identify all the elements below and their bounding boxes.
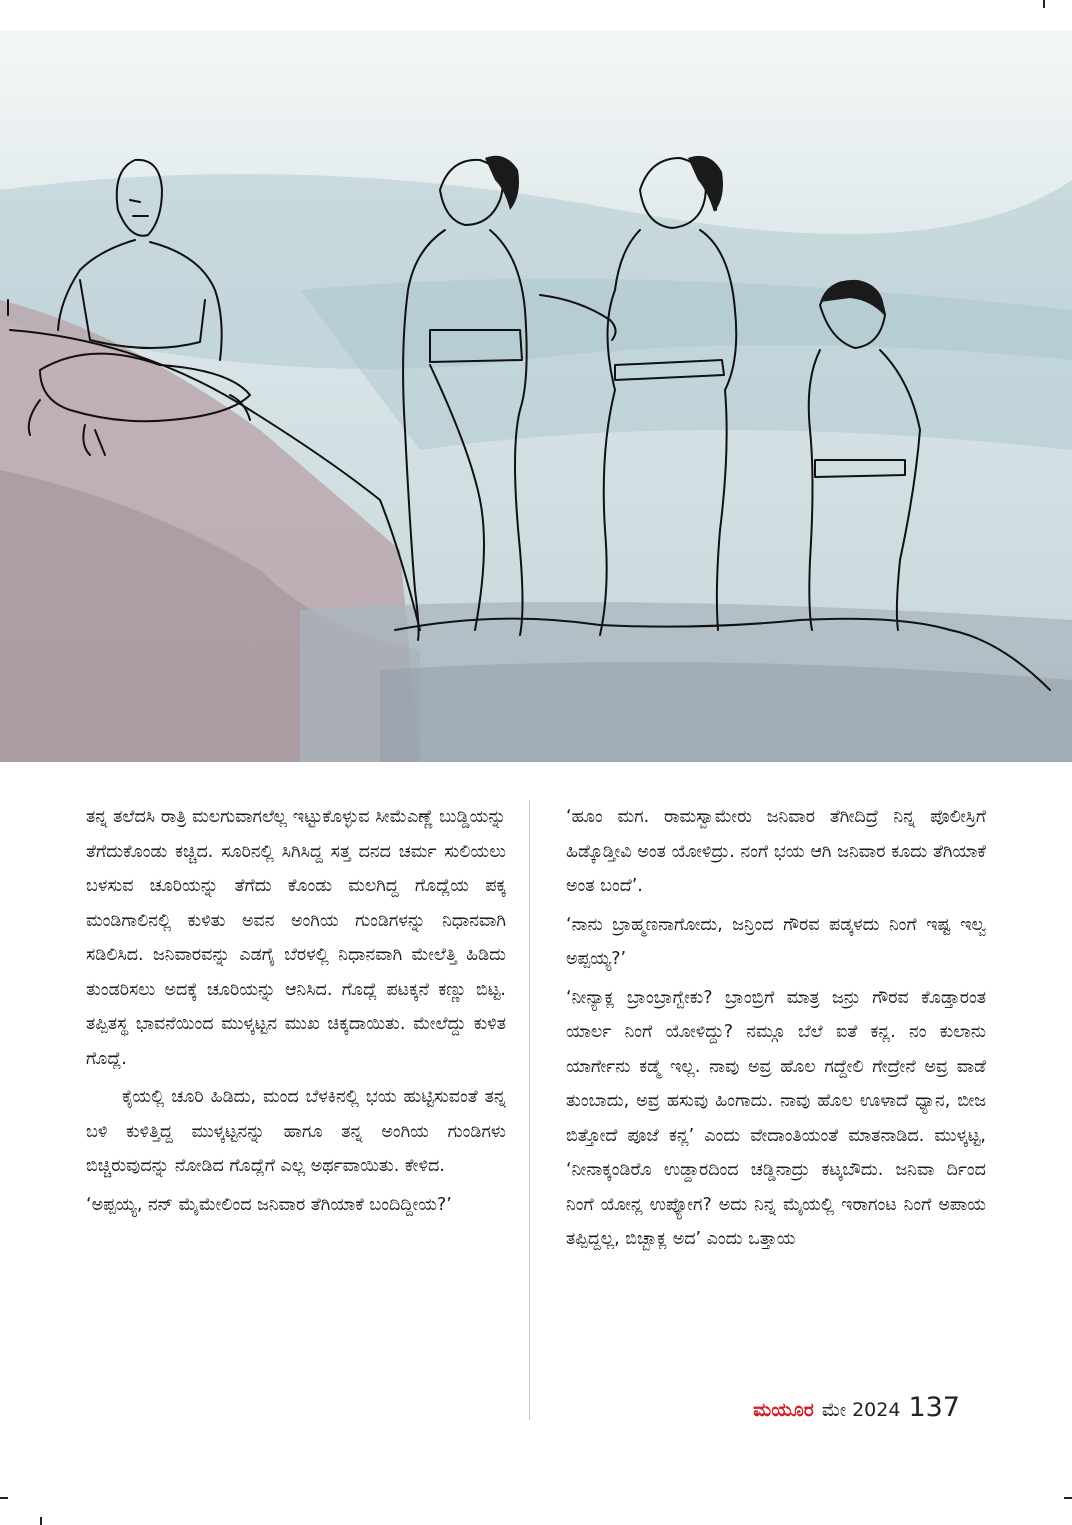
right-text-column	[566, 800, 986, 1261]
blue-wash-band-2	[300, 279, 1072, 450]
paragraph: ‘ನೀನ್ಯಾಕ್ಲ ಬ್ರಾಂಬ್ರಾಗ್ಬೇಕು? ಬ್ರಾಂಬ್ರಿಗೆ ಮಾತ್ರ ಜನ್ರು ಗೌರವ ಕೊಡ್ತಾರಂತ ಯಾರ್ಲ ನಿಂಗೆ ಯೋಳಿದ್ದು? ನಮ್ಗೂ ಬೆಲೆ ಐತೆ ಕನ್ಲ. ನಂ ಕುಲಾನು ಯಾರ್ಗೇನು ಕಡ್ಮೆ ಇಲ್ಲ. ನಾವು ಅವ್ರ ಹೊಲ ಗದ್ದೇಲಿ ಗೇದ್ರೇನೆ ಅವ್ರ ವಾಡೆ ತುಂಬಾದು, ಅವ್ರ ಹಸುವು ಹಿಂಗಾದು. ನಾವು ಹೊಲ ಊಳಾದೆ ಧ್ಯಾನ, ಬೀಜ ಬಿತ್ತೋದೆ ಪೂಜೆ ಕನ್ಲ’ ಎಂದು ವೇದಾಂತಿಯಂತೆ ಮಾತನಾಡಿದ. ಮುಳ್ಕಟ್ಟ, ‘ನೀನಾಕ್ಕಂಡಿರೊ ಉಡ್ದಾರದಿಂದ ಚಡ್ಡಿನಾದ್ರು ಕಟ್ಕಬೌದು. ಜನಿವಾ ರ್ದಿಂದ ನಿಂಗೆ ಯೋನ್ಲ ಉಪ್ಯೋಗ? ಅದು ನಿನ್ನ ಮೈಯಲ್ಲಿ ಇರಾಗಂಟ ನಿಂಗೆ ಅಪಾಯ ತಪ್ಪಿದ್ದಲ್ಲ, ಬಿಚ್ಬಾಕ್ಲ ಅದ’ ಎಂದು ಒತ್ತಾಯ	[566, 987, 986, 1249]
paragraph: ಕೈಯಲ್ಲಿ ಚೂರಿ ಹಿಡಿದು, ಮಂದ ಬೆಳಕಿನಲ್ಲಿ ಭಯ ಹುಟ್ಟಿಸುವಂತೆ ತನ್ನ ಬಳಿ ಕುಳಿತ್ತಿದ್ದ ಮುಳ್ಕಟ್ಟನನ್ನು ಹಾಗೂ ತನ್ನ ಅಂಗಿಯ ಗುಂಡಿಗಳು ಬಿಚ್ಚಿರುವುದನ್ನು ನೋಡಿದ ಗೊದ್ಲೆಗೆ ಎಲ್ಲ ಅರ್ಥವಾಯಿತು. ಕೇಳಿದ.	[86, 1087, 506, 1176]
page-number: 137	[908, 1392, 960, 1423]
paragraph: ‘ನಾನು ಬ್ರಾಹ್ಮಣನಾಗೋದು, ಜನ್ರಿಂದ ಗೌರವ ಪಡ್ಕಳದು ನಿಂಗೆ ಇಷ್ಟ ಇಲ್ವ ಅಪ್ಪಯ್ಯ?’	[566, 914, 986, 969]
ground-dark-wash	[380, 662, 1072, 762]
crop-mark-bottom	[40, 1517, 42, 1525]
paragraph: ತನ್ನ ತಲೆದಸಿ ರಾತ್ರಿ ಮಲಗುವಾಗಲೆಲ್ಲ ಇಟ್ಟುಕೊಳ್ಳುವ ಸೀಮೆಎಣ್ಣೆ ಬುಡ್ಡಿಯನ್ನು ತೆಗೆದುಕೊಂಡು ಕಚ್ಚಿದ. ಸೂರಿನಲ್ಲಿ ಸಿಗಿಸಿದ್ದ ಸತ್ತ ದನದ ಚರ್ಮ ಸುಲಿಯಲು ಬಳಸುವ ಚೂರಿಯನ್ನು ತೆಗೆದು ಕೊಂಡು ಮಲಗಿದ್ದ ಗೊದ್ಲೆಯ ಪಕ್ಕ ಮಂಡಿಗಾಲಿನಲ್ಲಿ ಕುಳಿತು ಅವನ ಅಂಗಿಯ ಗುಂಡಿಗಳನ್ನು ನಿಧಾನವಾಗಿ ಸಡಿಲಿಸಿದ. ಜನಿವಾರವನ್ನು ಎಡಗೈ ಬೆರಳಲ್ಲಿ ನಿಧಾನವಾಗಿ ಮೇಲೆತ್ತಿ ಹಿಡಿದು ತುಂಡರಿಸಲು ಅದಕ್ಕೆ ಚೂರಿಯನ್ನು ಆನಿಸಿದ. ಗೊದ್ಲೆ ಪಟಕ್ಕನೆ ಕಣ್ಣು ಬಿಟ್ಟ. ತಪ್ಪಿತಸ್ಥ ಭಾವನೆಯಿಂದ ಮುಳ್ಕಟ್ಟನ ಮುಖ ಚಿಕ್ಕದಾಯಿತು. ಮೇಲೆದ್ದು ಕುಳಿತ ಗೊದ್ಲೆ.	[86, 807, 506, 1069]
issue-date: ಮೇ 2024	[821, 1399, 901, 1421]
paragraph: ‘ಅಪ್ಪಯ್ಯ, ನನ್ ಮೈಮೇಲಿಂದ ಜನಿವಾರ ತೆಗಿಯಾಕೆ ಬಂದಿದ್ದೀಯ?’	[86, 1194, 452, 1215]
left-text-column	[86, 800, 506, 1226]
crop-mark-right-bottom	[1064, 1497, 1072, 1499]
crop-mark-top	[1043, 0, 1045, 8]
paragraph: ‘ಹೂಂ ಮಗ. ರಾಮಸ್ವಾಮೇರು ಜನಿವಾರ ತೆಗೀದಿದ್ರೆ ನಿನ್ನ ಪೊಲೀಸ್ರಿಗೆ ಹಿಡ್ಕೊಡ್ತೀವಿ ಅಂತ ಯೋಳಿದ್ರು. ನಂಗೆ ಭಯ ಆಗಿ ಜನಿವಾರ ಕೂದು ತೆಗಿಯಾಕೆ ಅಂತ ಬಂದೆ’.	[566, 807, 986, 896]
magazine-logo: ಮಯೂರ	[753, 1399, 814, 1421]
page-footer	[753, 1392, 960, 1423]
story-illustration	[0, 30, 1072, 762]
column-divider	[529, 800, 530, 1420]
crop-mark-left-bottom	[0, 1497, 8, 1499]
